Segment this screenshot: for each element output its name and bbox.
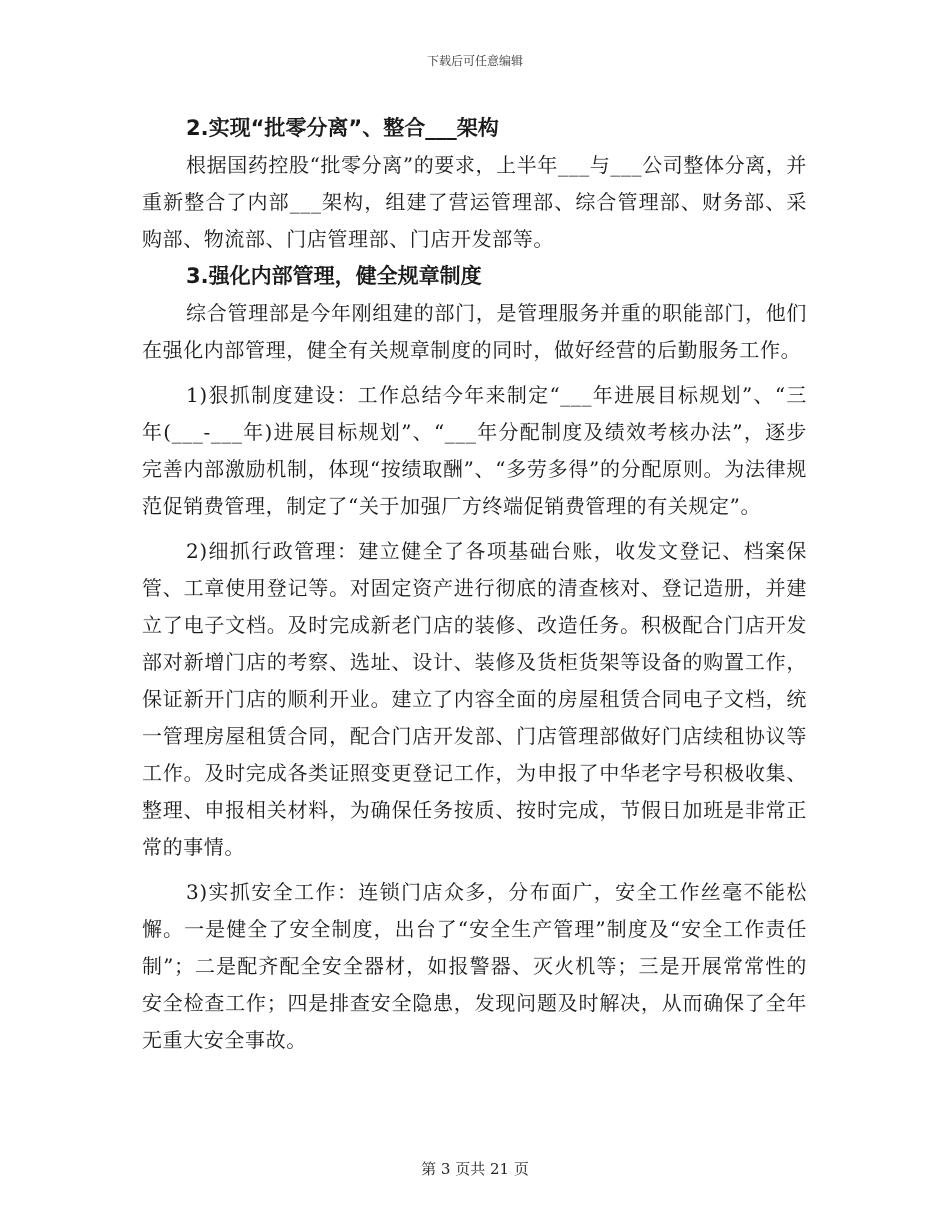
section-heading-2: 2.实现“批零分离”、整合___架构	[186, 116, 499, 140]
paragraph-system-building: 1)狠抓制度建设：工作总结今年来制定“___年进展目标规划”、“三年(___-___年)进展目标规划”、“___年分配制度及绩效考核办法”，逐步完善内部激励机制，体现“按绩取酬”、“多劳多得”的分配原则。为法律规范促销费管理，制定了“关于加强厂方终端促销费管理的有关规定”。	[142, 383, 807, 518]
paragraph-separation: 根据国药控股“批零分离”的要求，上半年___与___公司整体分离，并重新整合了内部___架构，组建了营运管理部、综合管理部、财务部、采购部、物流部、门店管理部、门店开发部等。	[142, 153, 807, 251]
document-body	[142, 110, 807, 1059]
paragraph-management-intro: 综合管理部是今年刚组建的部门，是管理服务并重的职能部门，他们在强化内部管理，健全有关规章制度的同时，做好经营的后勤服务工作。	[142, 301, 807, 362]
paragraph-admin-management: 2)细抓行政管理：建立健全了各项基础台账，收发文登记、档案保管、工章使用登记等。对固定资产进行彻底的清查核对、登记造册，并建立了电子文档。及时完成新老门店的装修、改造任务。积极配合门店开发部对新增门店的考察、选址、设计、装修及货柜货架等设备的购置工作，保证新开门店的顺利开业。建立了内容全面的房屋租赁合同电子文档，统一管理房屋租赁合同，配合门店开发部、门店管理部做好门店续租协议等工作。及时完成各类证照变更登记工作，为申报了中华老字号积极收集、整理、申报相关材料，为确保任务按质、按时完成，节假日加班是非常正常的事情。	[142, 539, 807, 859]
page-footer: 第 3 页共 21 页	[421, 1160, 529, 1178]
page-header: 下载后可任意编辑	[426, 54, 523, 68]
paragraph-safety-work: 3)实抓安全工作：连锁门店众多，分布面广，安全工作丝毫不能松懈。一是健全了安全制度，出台了“安全生产管理”制度及“安全工作责任制”；二是配齐配全安全器材，如报警器、灭火机等；三是开展常常性的安全检查工作；四是排查安全隐患，发现问题及时解决，从而确保了全年无重大安全事故。	[142, 880, 807, 1052]
section-heading-3: 3.强化内部管理，健全规章制度	[186, 264, 482, 288]
